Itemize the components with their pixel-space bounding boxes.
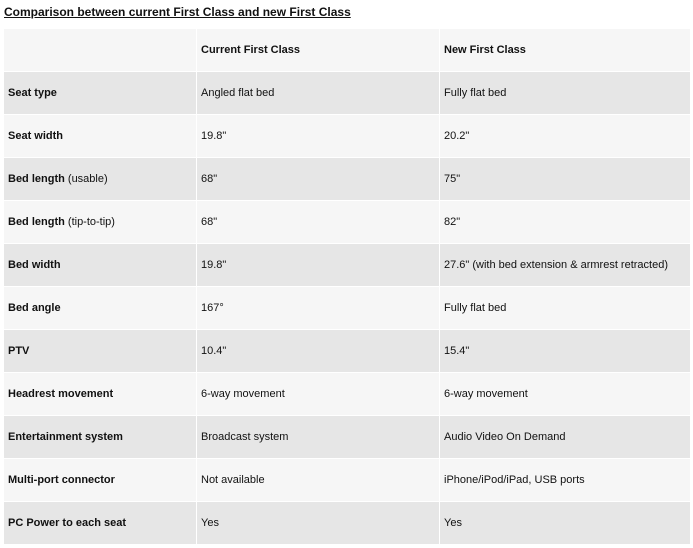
row-label-text: Seat type xyxy=(8,87,57,99)
new-value: 82" xyxy=(440,201,690,244)
table-row xyxy=(4,115,690,158)
current-value: Angled flat bed xyxy=(197,72,440,115)
row-label xyxy=(4,416,197,459)
row-label-text: Bed length xyxy=(8,173,65,185)
table-row xyxy=(4,502,690,545)
row-label-text: Bed width xyxy=(8,259,61,271)
header-corner-cell xyxy=(4,29,197,72)
new-value: Yes xyxy=(440,502,690,545)
table-row xyxy=(4,158,690,201)
table-row xyxy=(4,287,690,330)
row-label xyxy=(4,201,197,244)
new-value: 15.4" xyxy=(440,330,690,373)
new-value: iPhone/iPod/iPad, USB ports xyxy=(440,459,690,502)
new-value: Audio Video On Demand xyxy=(440,416,690,459)
row-label-text: PTV xyxy=(8,345,30,357)
row-label xyxy=(4,287,197,330)
header-current-first-class: Current First Class xyxy=(197,29,440,72)
row-label-note: (usable) xyxy=(64,173,108,185)
row-label-text: Bed length xyxy=(8,216,65,228)
table-row xyxy=(4,72,690,115)
table-row xyxy=(4,459,690,502)
current-value: 19.8" xyxy=(197,115,440,158)
new-value: 27.6" (with bed extension & armrest retracted) xyxy=(440,244,690,287)
row-label-text: Headrest movement xyxy=(8,388,114,400)
row-label-text: Bed angle xyxy=(8,302,61,314)
row-label xyxy=(4,459,197,502)
row-label xyxy=(4,158,197,201)
new-value: 75" xyxy=(440,158,690,201)
current-value: 10.4" xyxy=(197,330,440,373)
row-label-note: (tip-to-tip) xyxy=(64,216,115,228)
table-row xyxy=(4,244,690,287)
row-label-text: Seat width xyxy=(8,130,64,142)
row-label xyxy=(4,373,197,416)
row-label-text: Entertainment system xyxy=(8,431,123,443)
new-value: Fully flat bed xyxy=(440,72,690,115)
row-label xyxy=(4,72,197,115)
table-row xyxy=(4,373,690,416)
comparison-table xyxy=(4,29,690,545)
current-value: 68" xyxy=(197,158,440,201)
row-label xyxy=(4,330,197,373)
table-row xyxy=(4,330,690,373)
row-label xyxy=(4,502,197,545)
current-value: 68" xyxy=(197,201,440,244)
table-caption: Comparison between current First Class and new First Class xyxy=(4,5,351,19)
current-value: Yes xyxy=(197,502,440,545)
table-row xyxy=(4,416,690,459)
table-row xyxy=(4,201,690,244)
new-value: 20.2" xyxy=(440,115,690,158)
header-new-first-class: New First Class xyxy=(440,29,690,72)
current-value: 167° xyxy=(197,287,440,330)
row-label xyxy=(4,115,197,158)
current-value: Broadcast system xyxy=(197,416,440,459)
row-label-text: Multi-port connector xyxy=(8,474,115,486)
current-value: Not available xyxy=(197,459,440,502)
table-header-row xyxy=(4,29,690,72)
new-value: 6-way movement xyxy=(440,373,690,416)
current-value: 19.8" xyxy=(197,244,440,287)
row-label-text: PC Power to each seat xyxy=(8,517,126,529)
new-value: Fully flat bed xyxy=(440,287,690,330)
current-value: 6-way movement xyxy=(197,373,440,416)
row-label xyxy=(4,244,197,287)
